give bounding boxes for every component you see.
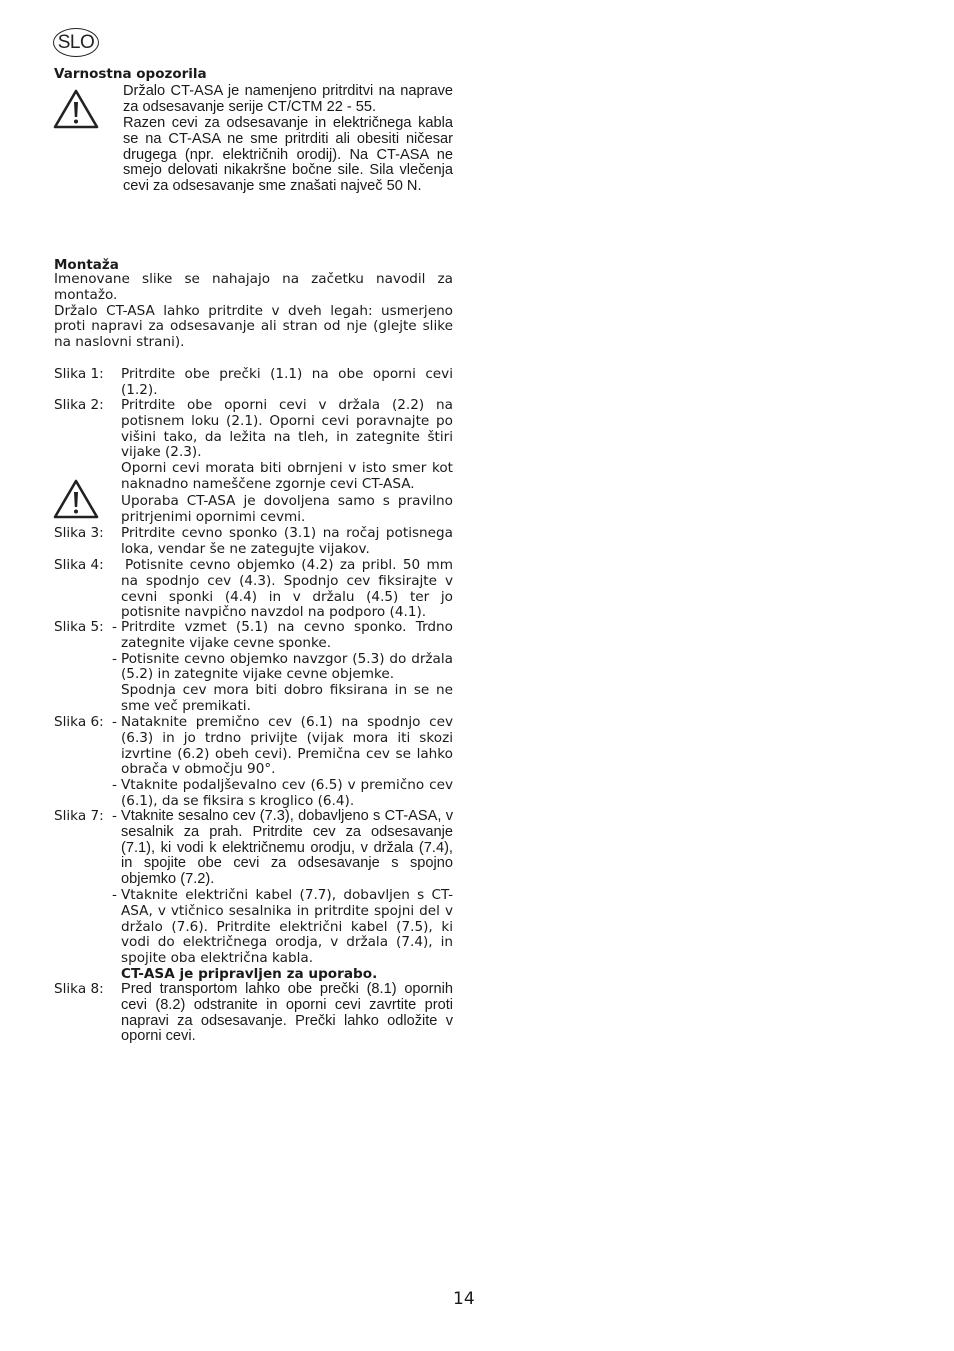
step-text: Potisnite cevno objemko (4.2) za pribl. 50 mm na spodnjo cev (4.3). Spodnjo cev fiksirajte v cevni sponki (4.4) in v držalu (4.5) ter jo potisnite navpično navzdol na podporo (4.1).	[121, 557, 453, 621]
step-label: Slika 3:	[54, 525, 104, 541]
step-label: Slika 8:	[54, 981, 104, 997]
step-6: Slika 6: - Nataknite premično cev (6.1) na spodnjo cev (6.3) in jo trdno privijte (vijak mora iti skozi izvrtine (6.2) obeh cevi). Premična cev se lahko obrača v območju 90°. - Vtaknite podaljševalno cev (6.5) v premično cev (6.1), da se fiksira s kroglico (6.4).	[54, 714, 453, 809]
assembly-intro-positions: Držalo CT-ASA lahko pritrdite v dveh legah: usmerjeno proti napravi za odsesavanje ali stran od nje (glejte slike na naslovni strani).	[54, 302, 453, 351]
safety-intended-use: Držalo CT-ASA je namenjeno pritrditvi na naprave za odsesavanje serije CT/CTM 22 - 55.	[123, 83, 453, 115]
step-text: Pritrdite obe prečki (1.1) na obe oporni cevi (1.2).	[121, 366, 453, 398]
assembly-intro-figures: Imenovane slike se nahajajo na začetku navodil za montažo.	[54, 271, 453, 303]
warning-triangle-icon	[53, 478, 99, 520]
ready-for-use-note: CT-ASA je pripravljen za uporabo.	[121, 965, 378, 982]
step-sub-text: Pritrdite vzmet (5.1) na cevno sponko. Trdno zategnite vijake cevne sponke.	[121, 619, 453, 651]
warning-triangle-icon	[53, 88, 99, 130]
step-text: Pred transportom lahko obe prečki (8.1) opornih cevi (8.2) odstranite in oporni cevi zavrtite proti napravi za odsesavanje. Prečki lahko odložite v oporni cevi.	[121, 981, 453, 1045]
step-sub-text: Potisnite cevno objemko navzgor (5.3) do držala (5.2) in zategnite vijake cevne objemke.	[121, 650, 453, 683]
step-warning-note: Uporaba CT-ASA je dovoljena samo s pravilno pritrjenimi opornimi cevmi.	[121, 492, 453, 525]
step-label: Slika 6:	[54, 714, 104, 730]
step-text: Pritrdite cevno sponko (3.1) na ročaj potisnega loka, vendar še ne zategujte vijakov.	[121, 525, 453, 557]
step-2	[54, 398, 453, 525]
step-1	[54, 367, 453, 399]
step-label: Slika 2:	[54, 397, 104, 413]
step-sub-text: Vtaknite podaljševalno cev (6.5) v premično cev (6.1), da se fiksira s kroglico (6.4).	[121, 777, 453, 809]
step-sub-text: Vtaknite sesalno cev (7.3), dobavljeno s CT-ASA, v sesalnik za prah. Pritrdite cev za odsesavanje (7.1), ki vodi k električnemu orodju, v držala (7.4), in spojite obe cevi za odsesavanje s spojno objemko (7.2).	[121, 808, 453, 888]
step-note: Spodnja cev mora biti dobro fiksirana in se ne sme več premikati.	[121, 682, 453, 714]
safety-heading: Varnostna opozorila	[54, 66, 207, 82]
step-label: Slika 1:	[54, 366, 104, 382]
step-text: Pritrdite obe oporni cevi v držala (2.2) na potisnem loku (2.1). Oporni cevi poravnajte po višini tako, da ležita na tleh, in zategnite štiri vijake (2.3).	[121, 397, 453, 461]
step-sub-text: Vtaknite električni kabel (7.7), dobavljen s CT-ASA, v vtičnico sesalnika in pritrdite spojni del v držalo (7.6). Pritrdite električni kabel (7.5), ki vodi do električnega orodja, v držala (7.4), in spojite oba električna kabla.	[121, 886, 453, 967]
assembly-intro	[54, 272, 453, 351]
step-label: Slika 7:	[54, 808, 104, 824]
step-8	[54, 982, 453, 1045]
step-3	[54, 526, 453, 558]
step-5: Slika 5: - Pritrdite vzmet (5.1) na cevno sponko. Trdno zategnite vijake cevne sponke. - Potisnite cevno objemko navzgor (5.3) do držala (5.2) in zategnite vijake cevne objemke. Spodnja cev mora biti dobro fiksirana in se ne sme več premikati.	[54, 619, 453, 714]
step-note: Oporni cevi morata biti obrnjeni v isto smer kot naknadno nameščene zgornje cevi CT-ASA.	[121, 460, 453, 492]
step-label: Slika 4:	[54, 557, 104, 573]
step-4	[54, 558, 453, 621]
step-label: Slika 5:	[54, 619, 104, 635]
safety-restrictions: Razen cevi za odsesavanje in električnega kabla se na CT-ASA ne sme pritrditi ali obesiti ničesar drugega (npr. električnih orodij). Na CT-ASA ne smejo delovati nikakršne bočne sile. Sila vlečenja cevi za odsesavanje sme znašati največ 50 N.	[123, 115, 453, 195]
language-badge: SLO	[53, 28, 99, 57]
page-number: 14	[453, 1289, 475, 1309]
step-7: Slika 7: - Vtaknite sesalno cev (7.3), dobavljeno s CT-ASA, v sesalnik za prah. Pritrdite cev za odsesavanje (7.1), ki vodi k električnemu orodju, v držala (7.4), in spojite obe cevi za odsesavanje s spojno objemko (7.2). - Vtaknite električni kabel (7.7), dobavljen s CT-ASA, v vtičnico sesalnika in pritrdite spojni del v držalo (7.6). Pritrdite električni kabel (7.5), ki vodi do električnega orodja, v držala (7.4), in spojite oba električna kabla. CT-ASA je pripravljen za uporabo.	[54, 808, 453, 982]
assembly-heading: Montaža	[54, 257, 119, 273]
step-sub-text: Nataknite premično cev (6.1) na spodnjo cev (6.3) in jo trdno privijte (vijak mora iti skozi izvrtine (6.2) obeh cevi). Premična cev se lahko obrača v območju 90°.	[121, 714, 453, 778]
